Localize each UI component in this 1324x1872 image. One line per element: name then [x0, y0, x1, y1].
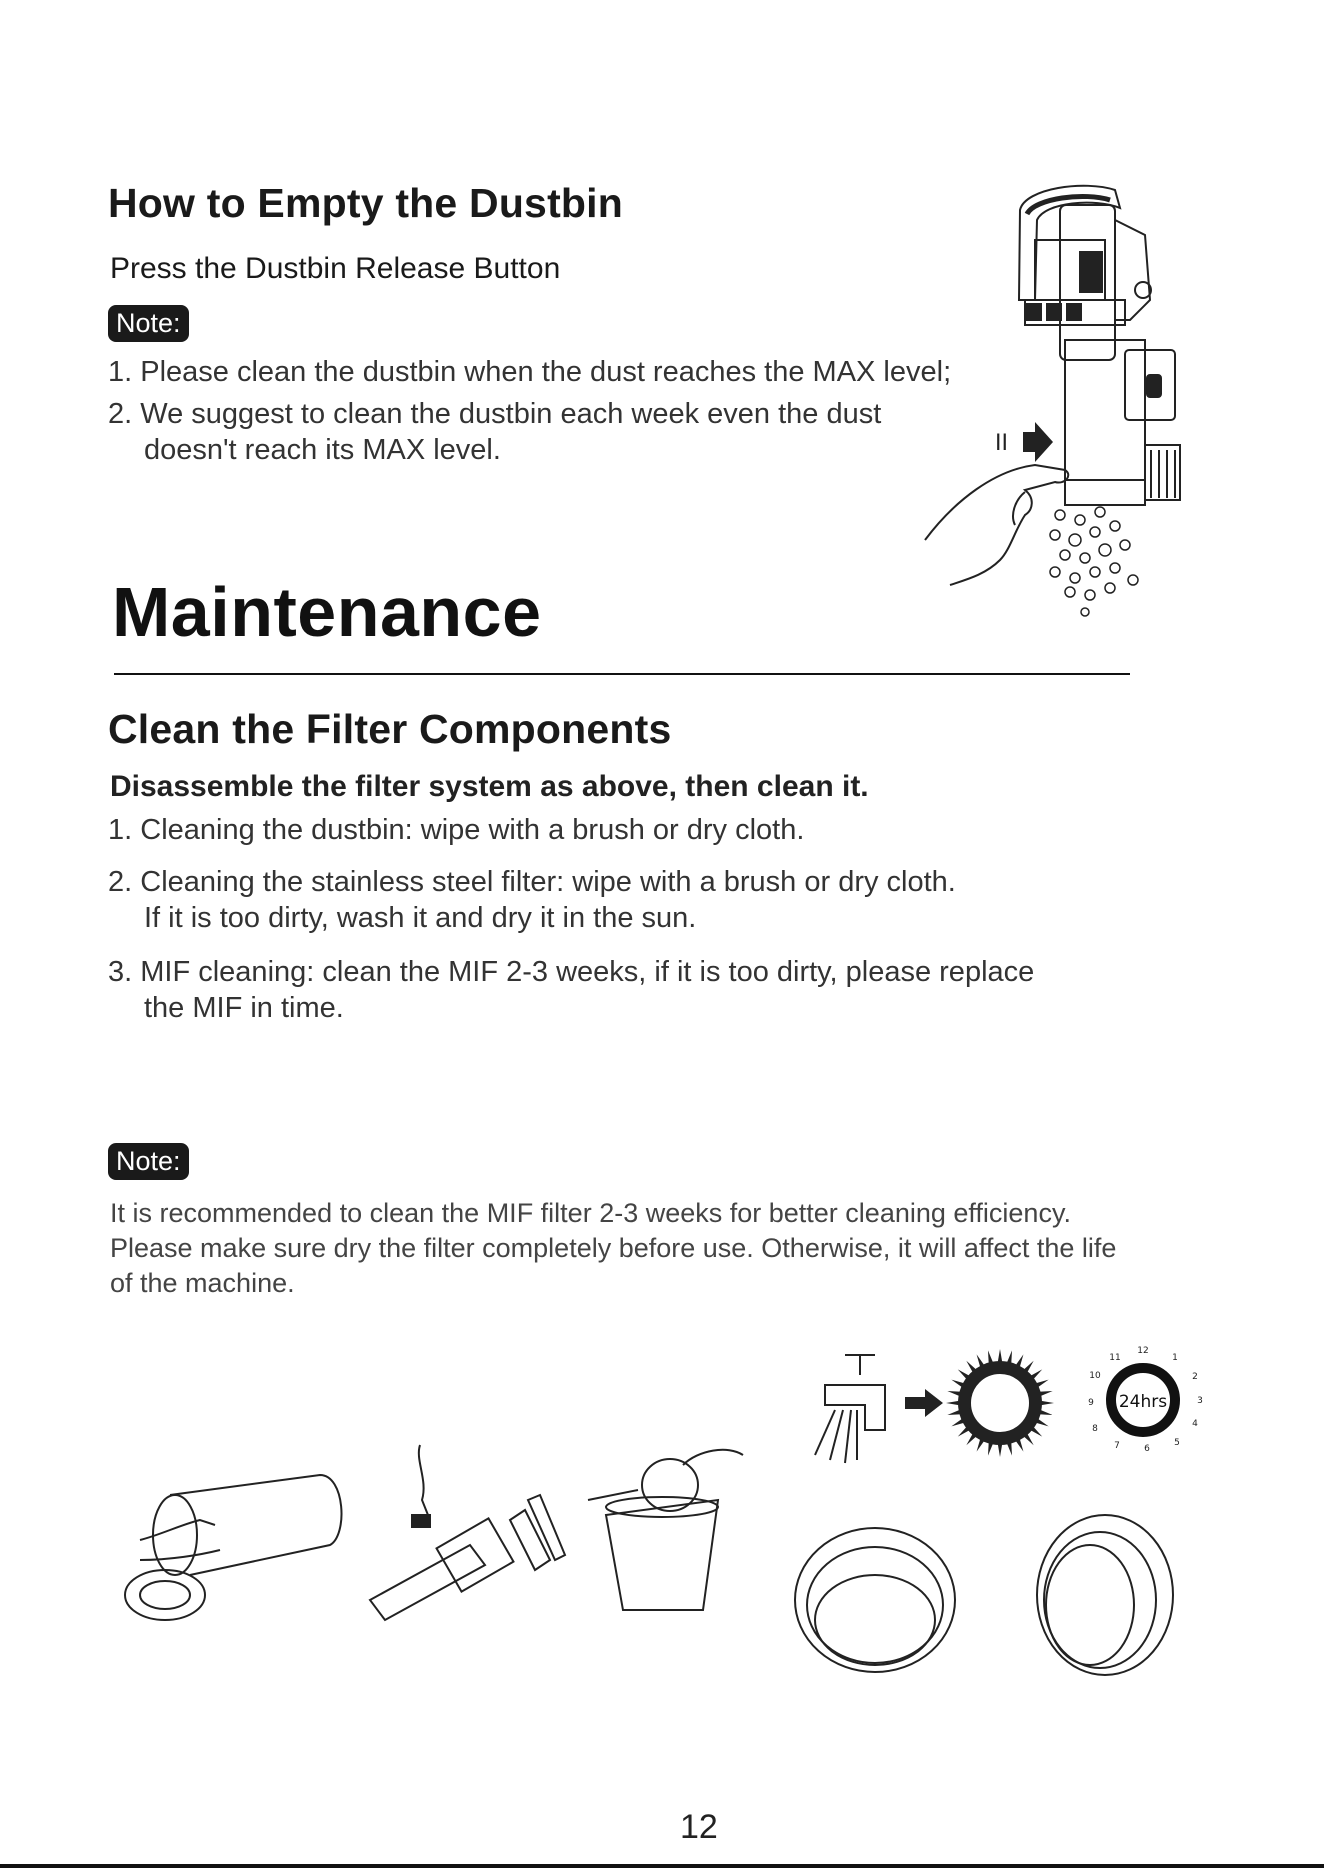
- filter-steps-list: [108, 812, 1168, 1026]
- dustbin-note-badge: Note:: [108, 305, 189, 342]
- clock-number: 5: [1174, 1438, 1180, 1448]
- arrow-right-icon: [905, 1389, 943, 1417]
- clock-number: 9: [1088, 1398, 1094, 1408]
- clock-number: 12: [1137, 1346, 1149, 1356]
- sun-icon: [946, 1349, 1054, 1457]
- clock-number: 3: [1197, 1396, 1203, 1406]
- clock-24hrs-icon: [1088, 1346, 1203, 1454]
- clock-number: 4: [1192, 1419, 1198, 1429]
- maintenance-title: Maintenance: [112, 573, 542, 651]
- item-number: 2.: [108, 398, 133, 430]
- list-item: [108, 812, 1168, 848]
- item-text: MIF cleaning: clean the MIF 2-3 weeks, if it is too dirty, please replace: [140, 956, 1035, 988]
- note-line: Please make sure dry the filter completely before use. Otherwise, it will affect the life: [110, 1233, 1117, 1263]
- dust-particles: [1050, 507, 1138, 616]
- clock-number: 1: [1172, 1353, 1178, 1363]
- clock-number: 8: [1092, 1424, 1098, 1434]
- faucet-icon: [815, 1355, 885, 1463]
- bottom-border: [0, 1864, 1324, 1868]
- item-continuation: doesn't reach its MAX level.: [144, 434, 501, 466]
- filter-note-text: [110, 1196, 1210, 1301]
- dustbin-heading: How to Empty the Dustbin: [108, 180, 623, 226]
- sun-ray: [946, 1401, 960, 1406]
- clock-number: 6: [1144, 1444, 1150, 1454]
- trash-bin-illustration: [578, 1445, 753, 1620]
- item-continuation: If it is too dirty, wash it and dry it in the sun.: [144, 902, 697, 934]
- filter-assembly-illustration: [360, 1440, 570, 1620]
- item-continuation: the MIF in time.: [144, 992, 344, 1024]
- dustbin-note-list: [108, 354, 1008, 468]
- release-mark: II: [995, 431, 1008, 456]
- clock-number: 11: [1109, 1353, 1121, 1363]
- wash-dry-sequence: [795, 1345, 1205, 1470]
- clock-number: 2: [1192, 1372, 1198, 1382]
- note-line: It is recommended to clean the MIF filter 2-3 weeks for better cleaning efficiency.: [110, 1198, 1071, 1228]
- mif-filter-illustration: [785, 1510, 1205, 1685]
- filter-subheading: Disassemble the filter system as above, then clean it.: [110, 770, 869, 803]
- list-item: [108, 396, 1008, 432]
- item-number: 3.: [108, 956, 133, 988]
- item-text: Cleaning the stainless steel filter: wipe with a brush or dry cloth.: [140, 866, 956, 898]
- list-item: [108, 354, 1008, 390]
- item-text: We suggest to clean the dustbin each week even the dust: [140, 398, 882, 430]
- clock-number: 10: [1089, 1371, 1101, 1381]
- list-item: [108, 954, 1168, 990]
- item-text: Cleaning the dustbin: wipe with a brush or dry cloth.: [140, 814, 805, 846]
- sun-ray: [1040, 1401, 1054, 1406]
- note-line: of the machine.: [110, 1268, 295, 1298]
- sun-ray: [998, 1443, 1003, 1457]
- item-number: 1.: [108, 356, 133, 388]
- clock-label: 24hrs: [1118, 1392, 1168, 1412]
- list-item: [108, 864, 1168, 900]
- section-divider: [114, 673, 1130, 675]
- item-number: 2.: [108, 866, 133, 898]
- arrow-right-icon: [1023, 422, 1053, 462]
- dustbin-subheading: Press the Dustbin Release Button: [110, 252, 561, 285]
- item-text: Please clean the dustbin when the dust reaches the MAX level;: [140, 356, 952, 388]
- filter-note-badge: Note:: [108, 1143, 189, 1180]
- page-number: 12: [680, 1808, 718, 1846]
- clock-number: 7: [1114, 1441, 1120, 1451]
- item-number: 1.: [108, 814, 133, 846]
- filter-heading: Clean the Filter Components: [108, 706, 672, 752]
- dustbin-open-illustration: [120, 1465, 350, 1635]
- sun-ray: [998, 1349, 1003, 1363]
- vacuum-release-illustration: [915, 180, 1195, 620]
